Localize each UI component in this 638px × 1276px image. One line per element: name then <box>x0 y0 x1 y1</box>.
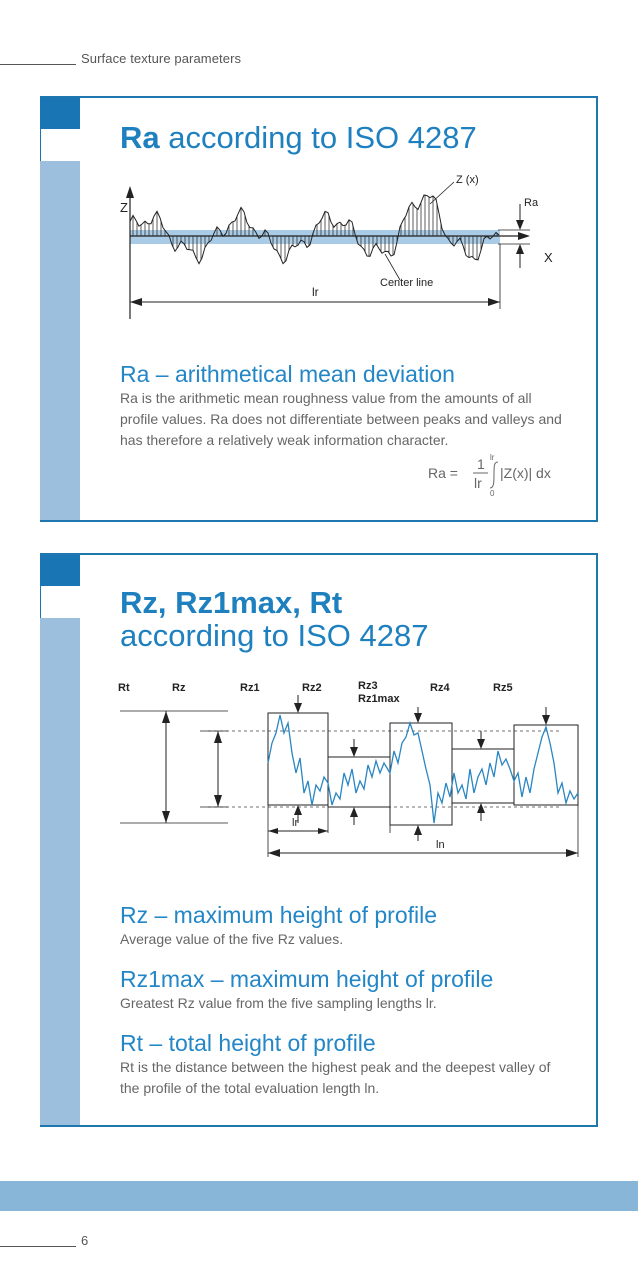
zx-label: Z (x) <box>456 174 479 186</box>
z-axis-label: Z <box>120 200 128 215</box>
center-line-label: Center line <box>380 277 434 289</box>
rz1max-subtitle: Rz1max – maximum height of profile <box>120 966 494 992</box>
rt-text: Rt is the distance between the highest peak and the deepest valley of the profile of the total evaluation length ln. <box>120 1059 551 1096</box>
lr-right-arrow <box>488 298 500 306</box>
corner-accent <box>40 555 80 586</box>
lr-label: lr <box>312 285 319 299</box>
formula-lhs: Ra = <box>428 465 458 481</box>
rz2-label: Rz2 <box>302 682 322 694</box>
rz1-label: Rz1 <box>240 682 260 694</box>
ra-label: Ra <box>524 197 539 209</box>
ra-title <box>120 122 477 155</box>
profile-curve <box>130 195 499 264</box>
lr-arrow-right <box>318 828 328 834</box>
lr-arrow-left <box>268 828 278 834</box>
ln-arrow-right <box>566 849 578 857</box>
header-rule <box>0 64 76 65</box>
x-axis-arrow <box>518 232 530 240</box>
rz-profile-curve <box>268 715 578 823</box>
zx-leader <box>430 182 454 204</box>
lr-label: lr <box>292 817 299 829</box>
rz3-box <box>390 723 452 825</box>
ra-card <box>40 96 598 522</box>
rt-subtitle: Rt – total height of profile <box>120 1030 376 1056</box>
ra-title-rest: according to ISO 4287 <box>159 120 477 155</box>
rz1max-text: Greatest Rz value from the five sampling lengths lr. <box>120 995 437 1011</box>
rz-subtitle: Rz – maximum height of profile <box>120 902 438 928</box>
rz-label: Rz <box>172 682 186 694</box>
rt-arrow-top <box>162 711 170 723</box>
rz-arrow-bottom <box>214 795 222 807</box>
side-strip <box>40 618 80 1125</box>
lr-left-arrow <box>130 298 142 306</box>
formula-numerator: 1 <box>477 456 485 472</box>
ra-title-bold: Ra <box>120 120 160 155</box>
corner-accent <box>40 98 80 129</box>
corner-line <box>40 129 41 161</box>
rz1max-label: Rz1max <box>358 693 400 705</box>
ln-arrow-left <box>268 849 280 857</box>
x-axis-label: X <box>544 250 553 265</box>
rz-title-line2: according to ISO 4287 <box>120 617 429 653</box>
rt-arrow-bottom <box>162 811 170 823</box>
ra-formula <box>420 450 570 498</box>
ra-arrowhead-down <box>516 220 524 230</box>
rz-title-line1: Rz, Rz1max, Rt <box>120 585 343 620</box>
footer-band <box>0 1181 638 1211</box>
ra-description: Ra is the arithmetic mean roughness value from the amounts of all profile values. Ra does not differentiate between peaks and valleys and has therefore a relatively weak information character. <box>120 390 562 448</box>
z-axis-arrow <box>126 186 134 198</box>
ra-diagram <box>100 174 570 324</box>
page-number: 6 <box>81 1233 89 1248</box>
rz-diagram <box>100 673 580 863</box>
integral-sign <box>490 462 498 488</box>
corner-line <box>40 586 41 618</box>
rz-title <box>120 587 428 652</box>
rz-card <box>40 553 598 1127</box>
rz-segments <box>268 713 578 825</box>
formula-denominator: lr <box>474 475 482 491</box>
formula-lower-limit: 0 <box>490 489 495 498</box>
segment-arrows <box>294 695 550 841</box>
rz4-label: Rz4 <box>430 682 450 694</box>
formula-integrand: |Z(x)| dx <box>500 465 551 481</box>
rz-arrow-top <box>214 731 222 743</box>
ra-arrowhead-up <box>516 244 524 254</box>
page-rule <box>0 1246 76 1247</box>
ln-label: ln <box>436 839 445 851</box>
section-header: Surface texture parameters <box>81 51 242 66</box>
rz3-label: Rz3 <box>358 680 378 692</box>
side-strip <box>40 161 80 520</box>
ra-subtitle: Ra – arithmetical mean deviation <box>120 361 455 387</box>
rt-label: Rt <box>118 682 130 694</box>
rz-text: Average value of the five Rz values. <box>120 931 344 947</box>
rz4-box <box>452 749 514 803</box>
rz5-label: Rz5 <box>493 682 513 694</box>
rz5-box <box>514 725 578 805</box>
formula-upper-limit: lr <box>490 453 495 462</box>
